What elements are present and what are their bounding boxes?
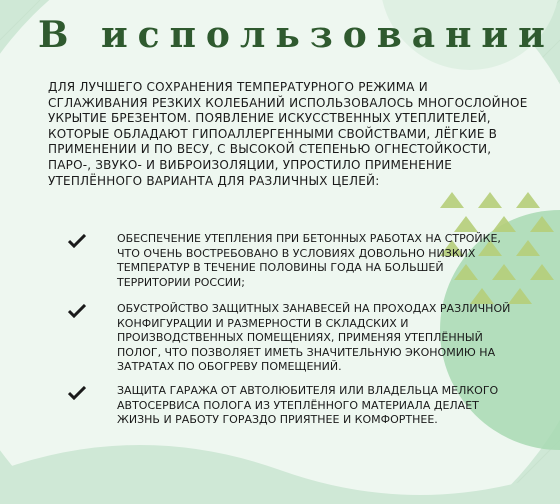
checkmark-icon xyxy=(68,234,86,248)
checkmark-icon xyxy=(68,386,86,400)
list-item-text: ОБЕСПЕЧЕНИЕ УТЕПЛЕНИЯ ПРИ БЕТОННЫХ РАБОТАХ НА СТРОЙКЕ, ЧТО ОЧЕНЬ ВОСТРЕБОВАНО В УСЛОВИЯХ ДОВОЛЬНО НИЗКИХ ТЕМПЕРАТУР В ТЕЧЕНИЕ ПОЛОВИНЫ ГОДА НА БОЛЬШЕЙ ТЕРРИТОРИИ РОССИИ; xyxy=(117,232,501,289)
intro-paragraph: ДЛЯ ЛУЧШЕГО СОХРАНЕНИЯ ТЕМПЕРАТУРНОГО РЕЖИМА И СГЛАЖИВАНИЯ РЕЗКИХ КОЛЕБАНИЙ ИСПОЛЬЗОВАЛОСЬ МНОГОСЛОЙНОЕ УКРЫТИЕ БРЕЗЕНТОМ. ПОЯВЛЕНИЕ ИСКУССТВЕННЫХ УТЕПЛИТЕЛЕЙ, КОТОРЫЕ ОБЛАДАЮТ ГИПОАЛЛЕРГЕННЫМИ СВОЙСТВАМИ, ЛЁГКИЕ В ПРИМЕНЕНИИ И ПО ВЕСУ, С ВЫСОКОЙ СТЕПЕНЬЮ ОГНЕСТОЙКОСТИ, ПАРО-, ЗВУКО- И ВИБРОИЗОЛЯЦИИ, УПРОСТИЛО ПРИМЕНЕНИЕ УТЕПЛЁННОГО ВАРИАНТА ДЛЯ РАЗЛИЧНЫХ ЦЕЛЕЙ: xyxy=(48,80,528,188)
list-item-text: ЗАЩИТА ГАРАЖА ОТ АВТОЛЮБИТЕЛЯ ИЛИ ВЛАДЕЛЬЦА МЕЛКОГО АВТОСЕРВИСА ПОЛОГА ИЗ УТЕПЛЁННОГО МАТЕРИАЛА ДЕЛАЕТ ЖИЗНЬ И РАБОТУ ГОРАЗДО ПРИЯТНЕЕ И КОМФОРТНЕЕ. xyxy=(117,384,499,427)
list-item-text: ОБУСТРОЙСТВО ЗАЩИТНЫХ ЗАНАВЕСЕЙ НА ПРОХОДАХ РАЗЛИЧНОЙ КОНФИГУРАЦИИ И РАЗМЕРНОСТИ В СКЛАДСКИХ И ПРОИЗВОДСТВЕННЫХ ПОМЕЩЕНИЯХ, ПРИМЕНЯЯ УТЕПЛЁННЫЙ ПОЛОГ, ЧТО ПОЗВОЛЯЕТ ИМЕТЬ ЗНАЧИТЕЛЬНУЮ ЭКОНОМИЮ НА ЗАТРАТАХ ПО ОБОГРЕВУ ПОМЕЩЕНИЙ. xyxy=(117,302,511,374)
page-title: В использовании xyxy=(38,14,555,56)
checkmark-icon xyxy=(68,304,86,318)
